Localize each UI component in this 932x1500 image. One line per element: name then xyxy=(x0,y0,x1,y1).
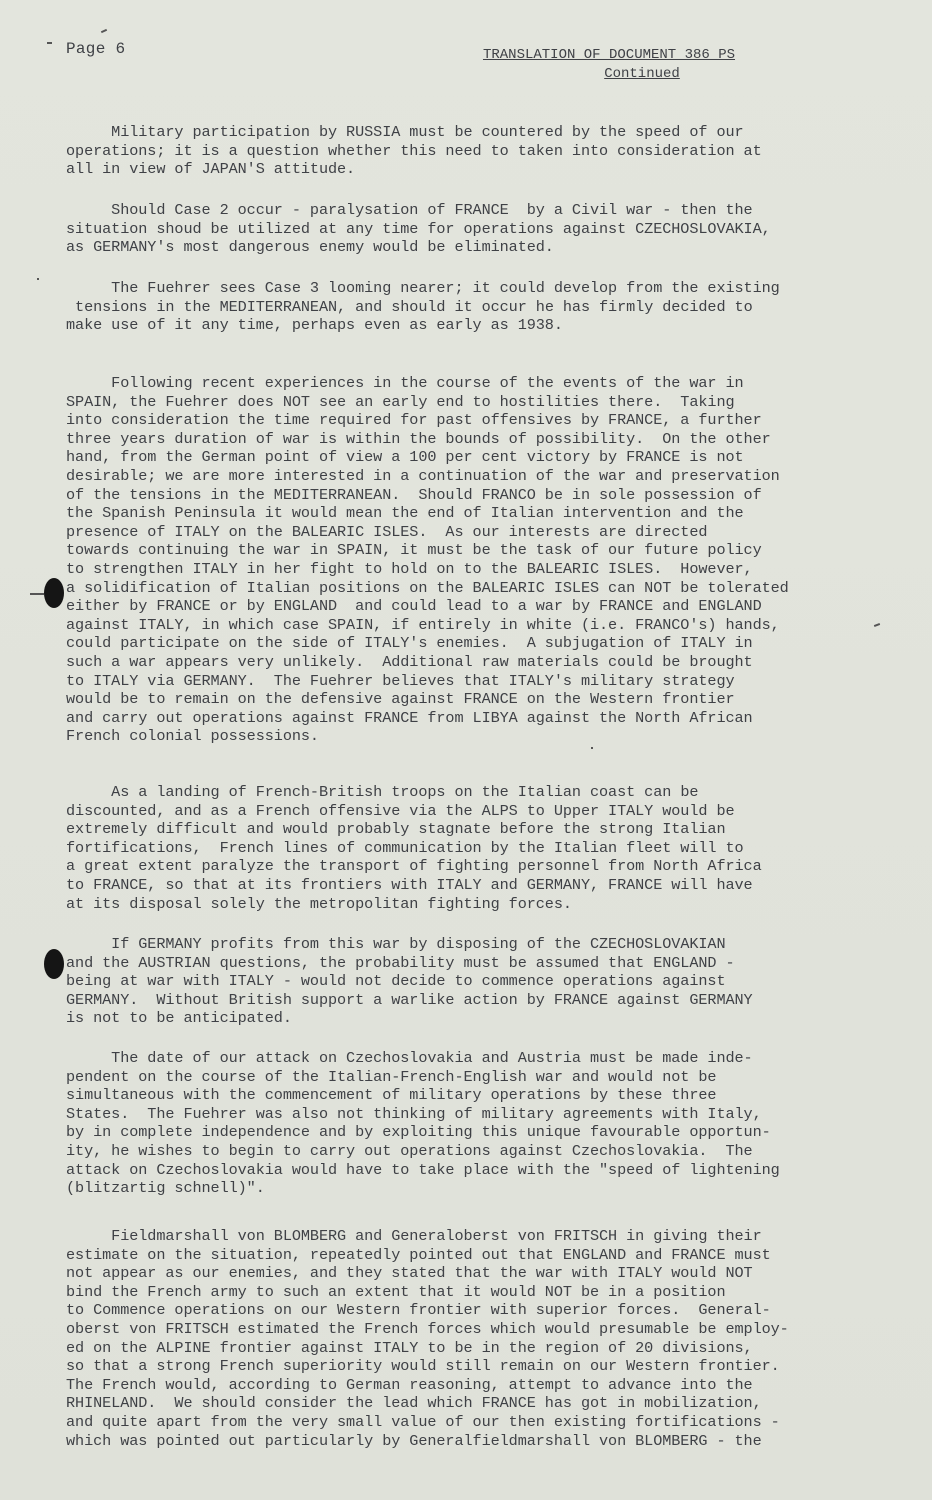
margin-mark xyxy=(591,747,593,749)
page-number: Page 6 xyxy=(66,40,126,58)
punch-hole-upper xyxy=(44,578,64,608)
punch-hole-lower xyxy=(44,949,64,979)
margin-mark xyxy=(37,278,39,280)
paragraph-attack-date: The date of our attack on Czechoslovakia and Austria must be made inde- pendent on the course of the Italian-French-English war and would not be simultaneous with the commencement of military operations by these three States. The Fuehrer was also not thinking of military agreements with Italy, by in complete independence and by exploiting this unique favourable opportun- ity, he wishes to begin to carry out operations against Czechoslovakia. The attack on Czechoslovakia would have to take place with the "speed of lightening (blitzartig schnell)". xyxy=(66,1049,780,1198)
document-title: TRANSLATION OF DOCUMENT 386 PS xyxy=(482,47,736,63)
paragraph-germany-profits: If GERMANY profits from this war by disposing of the CZECHOSLOVAKIAN and the AUSTRIAN questions, the probability must be assumed that ENGLAND - being at war with ITALY - would not decide to commence operations against GERMANY. Without British support a warlike action by FRANCE against GERMANY is not to be anticipated. xyxy=(66,935,753,1028)
punch-hole-mark xyxy=(30,593,44,595)
paragraph-landing: As a landing of French-British troops on the Italian coast can be discounted, and as a French offensive via the ALPS to Upper ITALY would be extremely difficult and would probably stagnate before the strong Italian fortifications, French lines of communication by the Italian fleet will to a great extent paralyze the transport of fighting personnel from North Africa to FRANCE, so that at its frontiers with ITALY and GERMANY, FRANCE will have at its disposal solely the metropolitan fighting forces. xyxy=(66,783,762,913)
paragraph-spain: Following recent experiences in the course of the events of the war in SPAIN, the Fuehrer does NOT see an early end to hostilities there. Taking into consideration the time required for past offensives by FRANCE, a further three years duration of war is within the bounds of possibility. On the other hand, from the German point of view a 100 per cent victory by FRANCE is not desirable; we are more interested in a continuation of the war and preservation of the tensions in the MEDITERRANEAN. Should FRANCO be in sole possession of the Spanish Peninsula it would mean the end of Italian intervention and the presence of ITALY on the BALEARIC ISLES. As our interests are directed towards continuing the war in SPAIN, it must be the task of our future policy to strengthen ITALY in her fight to hold on to the BALEARIC ISLES. However, a solidification of Italian positions on the BALEARIC ISLES can NOT be tolerated either by FRANCE or by ENGLAND and could lead to a war by FRANCE and ENGLAND against ITALY, in which case SPAIN, if entirely in white (i.e. FRANCO's) hands, could participate on the side of ITALY's enemies. A subjugation of ITALY in such a war appears very unlikely. Additional raw materials could be brought to ITALY via GERMANY. The Fuehrer believes that ITALY's military strategy would be to remain on the defensive against FRANCE on the Western frontier and carry out operations against FRANCE from LIBYA against the North African French colonial possessions. xyxy=(66,374,789,746)
margin-mark xyxy=(874,623,880,627)
paragraph-case-3: The Fuehrer sees Case 3 looming nearer; it could develop from the existing tensions in the MEDITERRANEAN, and should it occur he has firmly decided to make use of it any time, perhaps even as early as 1938. xyxy=(66,279,780,335)
paragraph-russia: Military participation by RUSSIA must be countered by the speed of our operations; it is a question whether this need to taken into consideration at all in view of JAPAN'S attitude. xyxy=(66,123,762,179)
paragraph-blomberg-fritsch: Fieldmarshall von BLOMBERG and Generaloberst von FRITSCH in giving their estimate on the situation, repeatedly pointed out that ENGLAND and FRANCE must not appear as our enemies, and they stated that the war with ITALY would NOT bind the French army to such an extent that it would NOT be in a position to Commence operations on our Western frontier with superior forces. General- oberst von FRITSCH estimated the French forces which would presumable be employ- ed on the ALPINE frontier against ITALY to be in the region of 20 divisions, so that a strong French superiority would still remain on our Western frontier. The French would, according to German reasoning, attempt to advance into the RHINELAND. We should consider the lead which FRANCE has got in mobilization, and quite apart from the very small value of our then existing fortifications - which was pointed out particularly by Generalfieldmarshall von BLOMBERG - the xyxy=(66,1227,789,1450)
corner-mark xyxy=(47,42,52,44)
document-title-block xyxy=(464,46,754,84)
document-subtitle: Continued xyxy=(604,66,680,82)
corner-mark xyxy=(101,29,107,33)
paragraph-case-2: Should Case 2 occur - paralysation of FRANCE by a Civil war - then the situation shoud be utilized at any time for operations against CZECHOSLOVAKIA, as GERMANY's most dangerous enemy would be eliminated. xyxy=(66,201,771,257)
